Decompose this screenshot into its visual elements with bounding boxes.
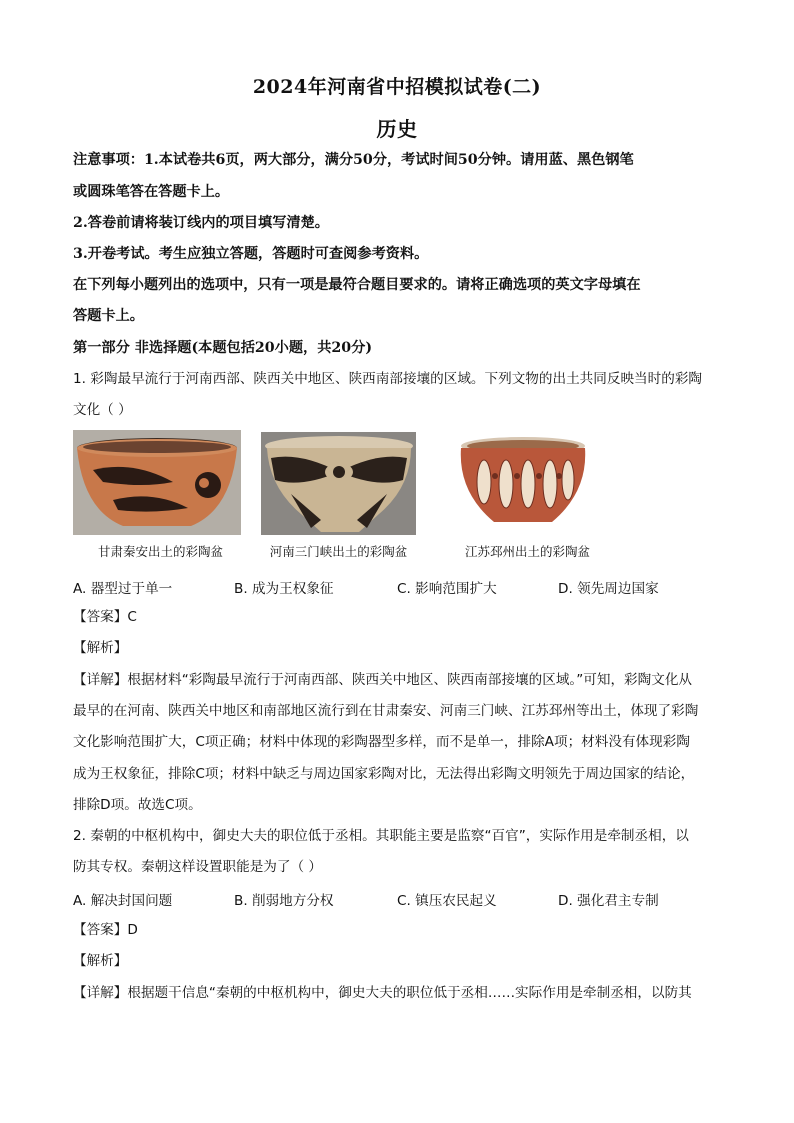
q1-stem-line-1: 1. 彩陶最早流行于河南西部、陕西关中地区、陕西南部接壤的区域。下列文物的出土共同反映当时的彩陶	[73, 371, 703, 387]
q1-detail-line-3: 文化影响范围扩大，C项正确；材料中体现的彩陶器型多样，而不是单一，排除A项；材料没有体现彩陶	[73, 734, 690, 750]
q1-detail-line-1: 【详解】根据材料“彩陶最早流行于河南西部、陕西关中地区、陕西南部接壤的区域。”可知，彩陶文化从	[73, 672, 693, 688]
pottery-image-jiangsu	[444, 432, 602, 535]
q2-option-c: C. 镇压农民起义	[397, 893, 497, 909]
q1-detail-line-4: 成为王权象征，排除C项；材料中缺乏与周边国家彩陶对比，无法得出彩陶文明领先于周边国家的结论，	[73, 766, 695, 782]
q1-detail-line-2: 最早的在河南、陕西关中地区和南部地区流行到在甘肃秦安、河南三门峡、江苏邳州等出土，体现了彩陶	[73, 703, 699, 719]
exam-title: 2024年河南省中招模拟试卷(二)	[252, 76, 542, 98]
instruction-line-1: 在下列每小题列出的选项中，只有一项是最符合题目要求的。请将正确选项的英文字母填在	[73, 277, 641, 293]
painted-pottery-bowl-illustration	[73, 430, 241, 535]
notice-line-4: 3.开卷考试。考生应独立答题，答题时可查阅参考资料。	[73, 246, 429, 262]
instruction-line-2: 答题卡上。	[73, 308, 144, 324]
notice-line-2: 或圆珠笔答在答题卡上。	[73, 184, 230, 200]
notice-line-1: 注意事项：1.本试卷共6页，两大部分，满分50分，考试时间50分钟。请用蓝、黑色钢笔	[73, 152, 634, 168]
q1-stem-line-2: 文化（ ）	[73, 402, 132, 418]
q2-answer: 【答案】D	[73, 922, 138, 938]
q2-detail-line-1: 【详解】根据题干信息“秦朝的中枢机构中，御史大夫的职位低于丞相……实际作用是牵制丞相，以防其	[73, 985, 692, 1001]
q2-option-b: B. 削弱地方分权	[234, 893, 334, 909]
q1-option-b: B. 成为王权象征	[234, 581, 334, 597]
q2-analysis-label: 【解析】	[73, 953, 128, 969]
notice-line-3: 2.答卷前请将装订线内的项目填写清楚。	[73, 215, 329, 231]
part-one-heading: 第一部分 非选择题(本题包括20小题，共20分)	[73, 340, 373, 356]
flower-pattern-bowl-illustration	[444, 432, 602, 535]
q2-option-d: D. 强化君主专制	[558, 893, 659, 909]
q2-stem-line-1: 2. 秦朝的中枢机构中，御史大夫的职位低于丞相。其职能主要是监察“百官”，实际作用是牵制丞相，以	[73, 828, 689, 844]
exam-subject: 历史	[376, 117, 418, 141]
q2-option-a: A. 解决封国问题	[73, 893, 173, 909]
q1-detail-line-5: 排除D项。故选C项。	[73, 797, 202, 813]
q1-option-a: A. 器型过于单一	[73, 581, 173, 597]
q1-analysis-label: 【解析】	[73, 640, 128, 656]
pottery-image-henan	[261, 432, 416, 535]
caption-gansu: 甘肃秦安出土的彩陶盆	[97, 544, 223, 559]
caption-henan: 河南三门峡出土的彩陶盆	[269, 544, 408, 559]
q1-answer: 【答案】C	[73, 609, 137, 625]
pottery-image-gansu	[73, 430, 241, 535]
caption-jiangsu: 江苏邳州出土的彩陶盆	[464, 544, 590, 559]
q1-option-d: D. 领先周边国家	[558, 581, 659, 597]
painted-pottery-basin-illustration	[261, 432, 416, 535]
q1-option-c: C. 影响范围扩大	[397, 581, 497, 597]
q2-stem-line-2: 防其专权。秦朝这样设置职能是为了（ ）	[73, 859, 323, 875]
